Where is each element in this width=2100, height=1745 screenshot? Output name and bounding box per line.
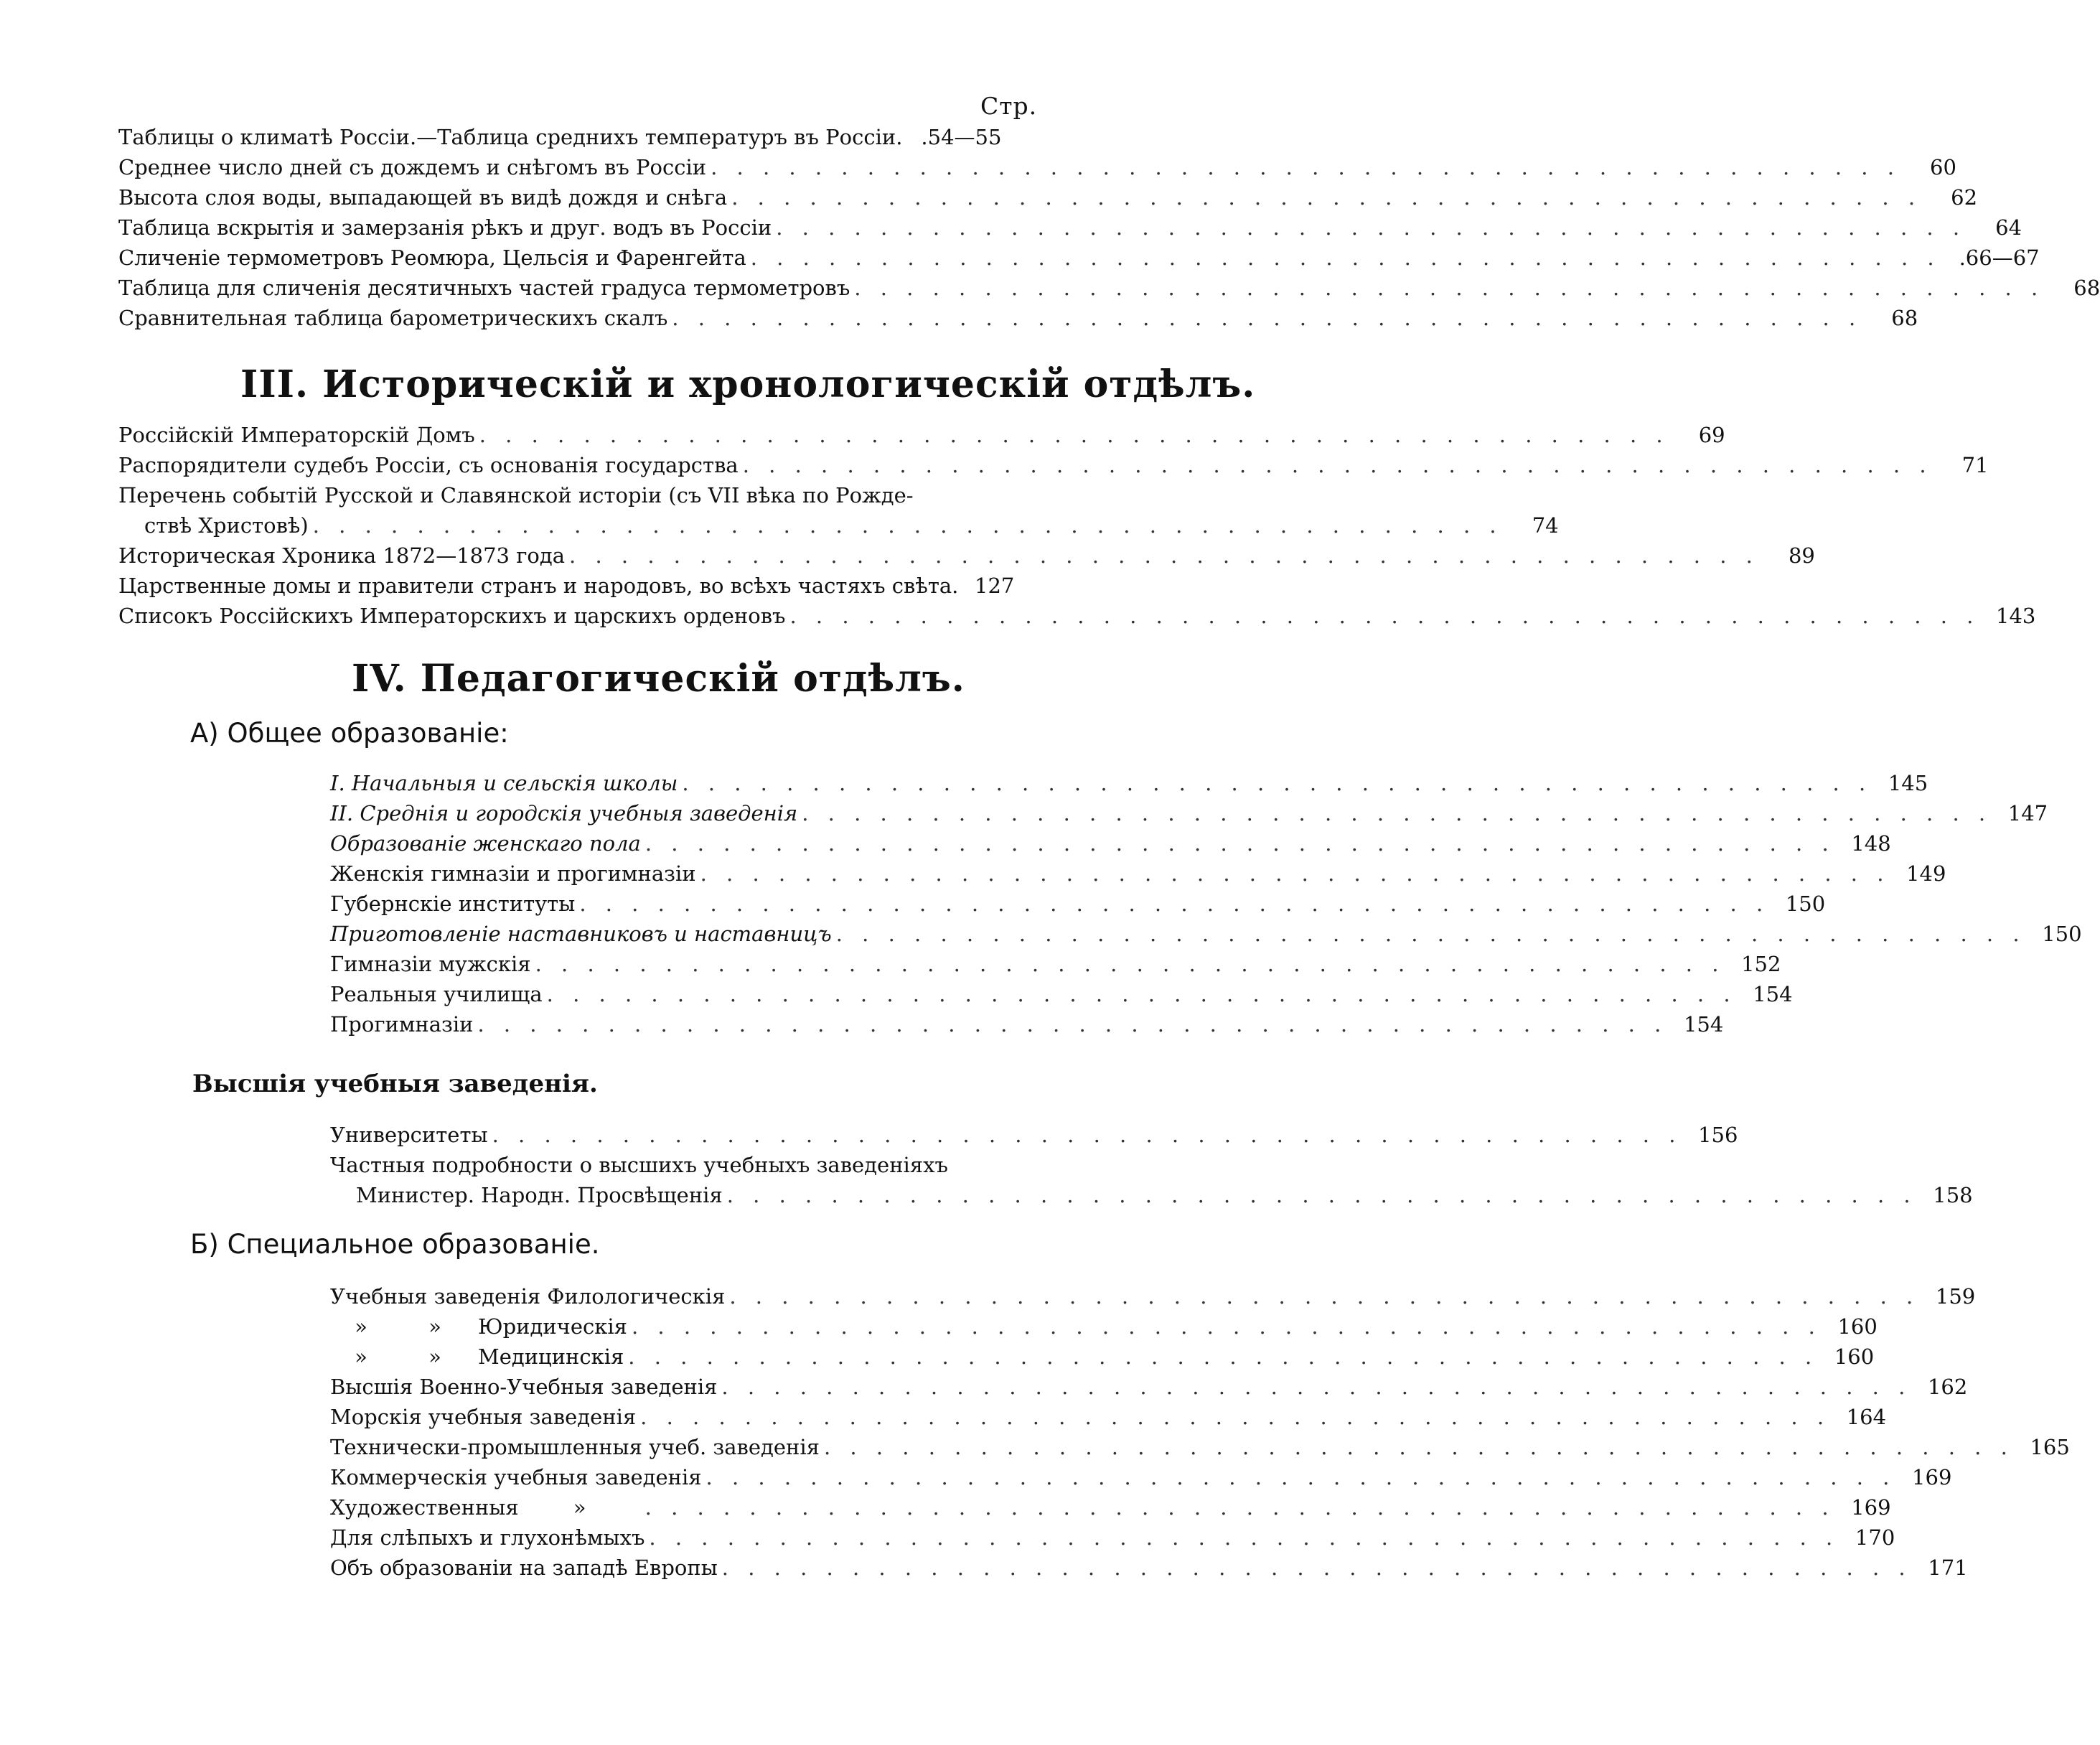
toc-entry-page: 62 [1951,185,1978,210]
toc-entry-page: 170 [1855,1525,1895,1550]
toc-entry-title: Образованіе женскаго пола [330,831,641,856]
toc-entry-title: Распорядители судебъ Россіи, съ основанія государства [118,453,739,477]
subsection-general-education: А) Общее образованіе: [190,718,509,749]
dot-leader [702,1462,1896,1492]
toc-entry-title: Реальныя училища [330,982,543,1006]
dot-leader [641,828,1835,859]
toc-entry [330,979,1793,1009]
toc-entry-page: 145 [1888,771,1928,795]
toc-entry [118,182,1978,212]
toc-entry [330,1009,1724,1039]
higher-education-toc [330,1120,1973,1210]
dot-leader [706,152,1900,182]
toc-entry [330,768,1928,798]
dot-leader [696,859,1890,889]
toc-entry-title: Сравнительная таблица барометрическихъ скалъ [118,306,668,330]
toc-entry [118,541,1815,571]
toc-entry-title: Юридическія [478,1314,627,1339]
dot-leader [475,420,1669,450]
toc-entry [330,1522,1895,1553]
toc-entry-page: 127 [975,574,1015,598]
toc-entry [330,949,1781,979]
toc-entry-page: 71 [1961,453,1989,477]
climate-toc [118,122,2100,333]
toc-entry-title: II. Среднія и городскія учебныя заведенія [330,801,798,825]
history-toc [118,420,2036,631]
toc-entry-title: Сличеніе термометровъ Реомюра, Цельсія и Фаренгейта [118,245,746,270]
toc-entry-title: Таблицы о климатѣ Россіи.—Таблица среднихъ температуръ въ Россіи. [118,125,903,149]
toc-entry-title: Объ образованіи на западѣ Европы [330,1555,718,1580]
toc-entry [330,1281,1976,1311]
dot-leader [746,243,1941,273]
toc-entry-title: Губернскіе институты [330,892,576,916]
ditto-mark: » [355,1344,367,1369]
dot-leader [850,273,2044,303]
dot-leader [772,212,1966,243]
toc-entry-title: Высшія Военно-Учебныя заведенія [330,1375,718,1399]
toc-entry-page: 169 [1912,1465,1952,1489]
toc-entry-page: 60 [1930,155,1956,179]
toc-entry-page: 156 [1698,1123,1738,1147]
subsection-special-education: Б) Специальное образованіе. [190,1229,600,1260]
page-column-label: Стр. [980,92,1038,120]
toc-entry-title: Для слѣпыхъ и глухонѣмыхъ [330,1525,645,1550]
toc-entry-title: Университеты [330,1123,488,1147]
toc-entry-page: 159 [1935,1284,1976,1309]
dot-leader [727,182,1921,212]
dot-leader [739,450,1933,480]
ditto-mark: » [428,1314,441,1339]
toc-entry-page: .66—67 [1959,245,2040,270]
dot-leader [718,1553,1912,1583]
toc-entry [330,889,1826,919]
toc-entry-page: 154 [1683,1012,1724,1037]
toc-entry-page: 68 [2073,276,2100,300]
toc-entry [330,1342,1875,1372]
toc-entry-title: Таблица вскрытія и замерзанія рѣкъ и друг. водъ въ Россіи [118,215,772,240]
toc-entry [330,1311,1878,1342]
toc-entry [118,122,1030,152]
toc-entry [118,212,2022,243]
ditto-mark: » [428,1344,441,1369]
toc-entry-page: 89 [1788,543,1815,568]
dot-leader [488,1120,1682,1150]
dot-leader [785,601,1979,631]
toc-entry-page: 148 [1851,831,1891,856]
dot-leader [667,303,1862,333]
dot-leader [531,949,1725,979]
toc-entry-title: ствѣ Христовѣ) [144,513,309,538]
toc-entry [330,1553,1968,1583]
dot-leader [723,1180,1917,1210]
toc-entry-page: 64 [1995,215,2022,240]
general-education-toc [330,768,2082,1039]
toc-entry [118,601,2036,631]
toc-entry [330,1492,1891,1522]
toc-entry-page: 69 [1698,423,1725,447]
toc-entry-title: Женскія гимназіи и прогимназіи [330,861,696,886]
toc-entry [118,303,1918,333]
toc-entry-title: Перечень событій Русской и Славянской исторіи (съ VII вѣка по Рожде- [118,483,914,507]
toc-entry-title: Художественныя [330,1495,519,1520]
toc-entry-title: Министер. Народн. Просвѣщенія [356,1183,723,1207]
dot-leader [309,510,1503,541]
toc-entry-page: 74 [1532,513,1559,538]
toc-entry-page: .54—55 [921,125,1002,149]
toc-entry [330,1120,1738,1150]
toc-entry-continuation [118,510,1559,541]
toc-entry-page: 143 [1996,604,2036,628]
dot-leader [636,1402,1830,1432]
dot-leader [820,1432,2014,1462]
toc-entry-title: Медицинскія [478,1344,624,1369]
toc-entry [330,1462,1952,1492]
dot-leader [725,1281,1919,1311]
dot-leader [543,979,1737,1009]
toc-entry-page: 169 [1851,1495,1891,1520]
toc-entry-page: 160 [1837,1314,1878,1339]
toc-entry [118,450,1989,480]
toc-entry-title: Списокъ Россійскихъ Императорскихъ и царскихъ орденовъ [118,604,786,628]
toc-entry-title: Морскія учебныя заведенія [330,1405,637,1429]
dot-leader [641,1492,1835,1522]
toc-entry-page: 150 [1785,892,1826,916]
toc-entry-title: Среднее число дней съ дождемъ и снѣгомъ въ Россіи [118,155,707,179]
toc-entry [330,1432,2070,1462]
toc-entry-page: 158 [1933,1183,1973,1207]
toc-entry [330,798,2048,828]
toc-entry-page: 154 [1753,982,1793,1006]
subsection-higher-education: Высшія учебныя заведенія. [192,1070,598,1098]
toc-entry-title: Приготовленіе наставниковъ и наставницъ [330,922,832,946]
toc-entry [330,919,2082,949]
toc-entry [118,152,1956,182]
dot-leader [627,1311,1822,1342]
dot-leader [797,798,1992,828]
toc-entry-page: 149 [1906,861,1946,886]
toc-entry-page: 152 [1741,952,1781,976]
dot-leader [575,889,1769,919]
toc-entry-page: 165 [2030,1435,2070,1459]
toc-entry-title: Технически-промышленныя учеб. заведенія [330,1435,820,1459]
toc-entry-page: 150 [2042,922,2082,946]
toc-entry [330,1402,1887,1432]
section-title-history: III. Историческій и хронологическій отдѣлъ. [240,362,1256,406]
dot-leader [473,1009,1667,1039]
toc-entry-title: Частныя подробности о высшихъ учебныхъ заведеніяхъ [330,1153,948,1177]
toc-entry-title: I. Начальныя и сельскія школы [330,771,678,795]
dot-leader [644,1522,1839,1553]
toc-entry [330,859,1946,889]
toc-entry-page: 162 [1927,1375,1968,1399]
toc-entry-title: Царственные домы и правители странъ и народовъ, во всѣхъ частяхъ свѣта. [118,574,959,598]
toc-entry [330,1372,1968,1402]
toc-entry-page: 171 [1928,1555,1968,1580]
toc-entry-page: 68 [1891,306,1918,330]
ditto-mark: » [355,1314,367,1339]
ditto-mark: » [573,1495,586,1520]
toc-entry-title: Историческая Хроника 1872—1873 года [118,543,566,568]
toc-entry-page: 164 [1846,1405,1887,1429]
toc-entry-title: Учебныя заведенія Филологическія [330,1284,726,1309]
toc-entry-title: Таблица для сличенія десятичныхъ частей градуса термометровъ [118,276,850,300]
toc-entry [118,273,2100,303]
toc-entry [330,828,1891,859]
dot-leader [565,541,1759,571]
toc-entry [118,571,1030,601]
toc-entry-title: Прогимназіи [330,1012,474,1037]
dot-leader [832,919,2026,949]
toc-entry-continuation [330,1180,1973,1210]
toc-entry [118,420,1725,450]
dot-leader [717,1372,1911,1402]
special-education-toc [330,1281,2070,1583]
section-title-pedagogy: IV. Педагогическій отдѣлъ. [352,657,965,701]
toc-entry-title: Россійскій Императорскій Домъ [118,423,475,447]
dot-leader [678,768,1872,798]
dot-leader [624,1342,1818,1372]
toc-entry [330,1150,1030,1180]
toc-entry-page: 147 [2007,801,2048,825]
toc-entry-title: Высота слоя воды, выпадающей въ видѣ дождя и снѣга [118,185,728,210]
toc-entry [118,480,1030,510]
toc-entry-page: 160 [1834,1344,1875,1369]
toc-entry-title: Гимназіи мужскія [330,952,531,976]
toc-entry [118,243,2040,273]
toc-entry-title: Коммерческія учебныя заведенія [330,1465,702,1489]
